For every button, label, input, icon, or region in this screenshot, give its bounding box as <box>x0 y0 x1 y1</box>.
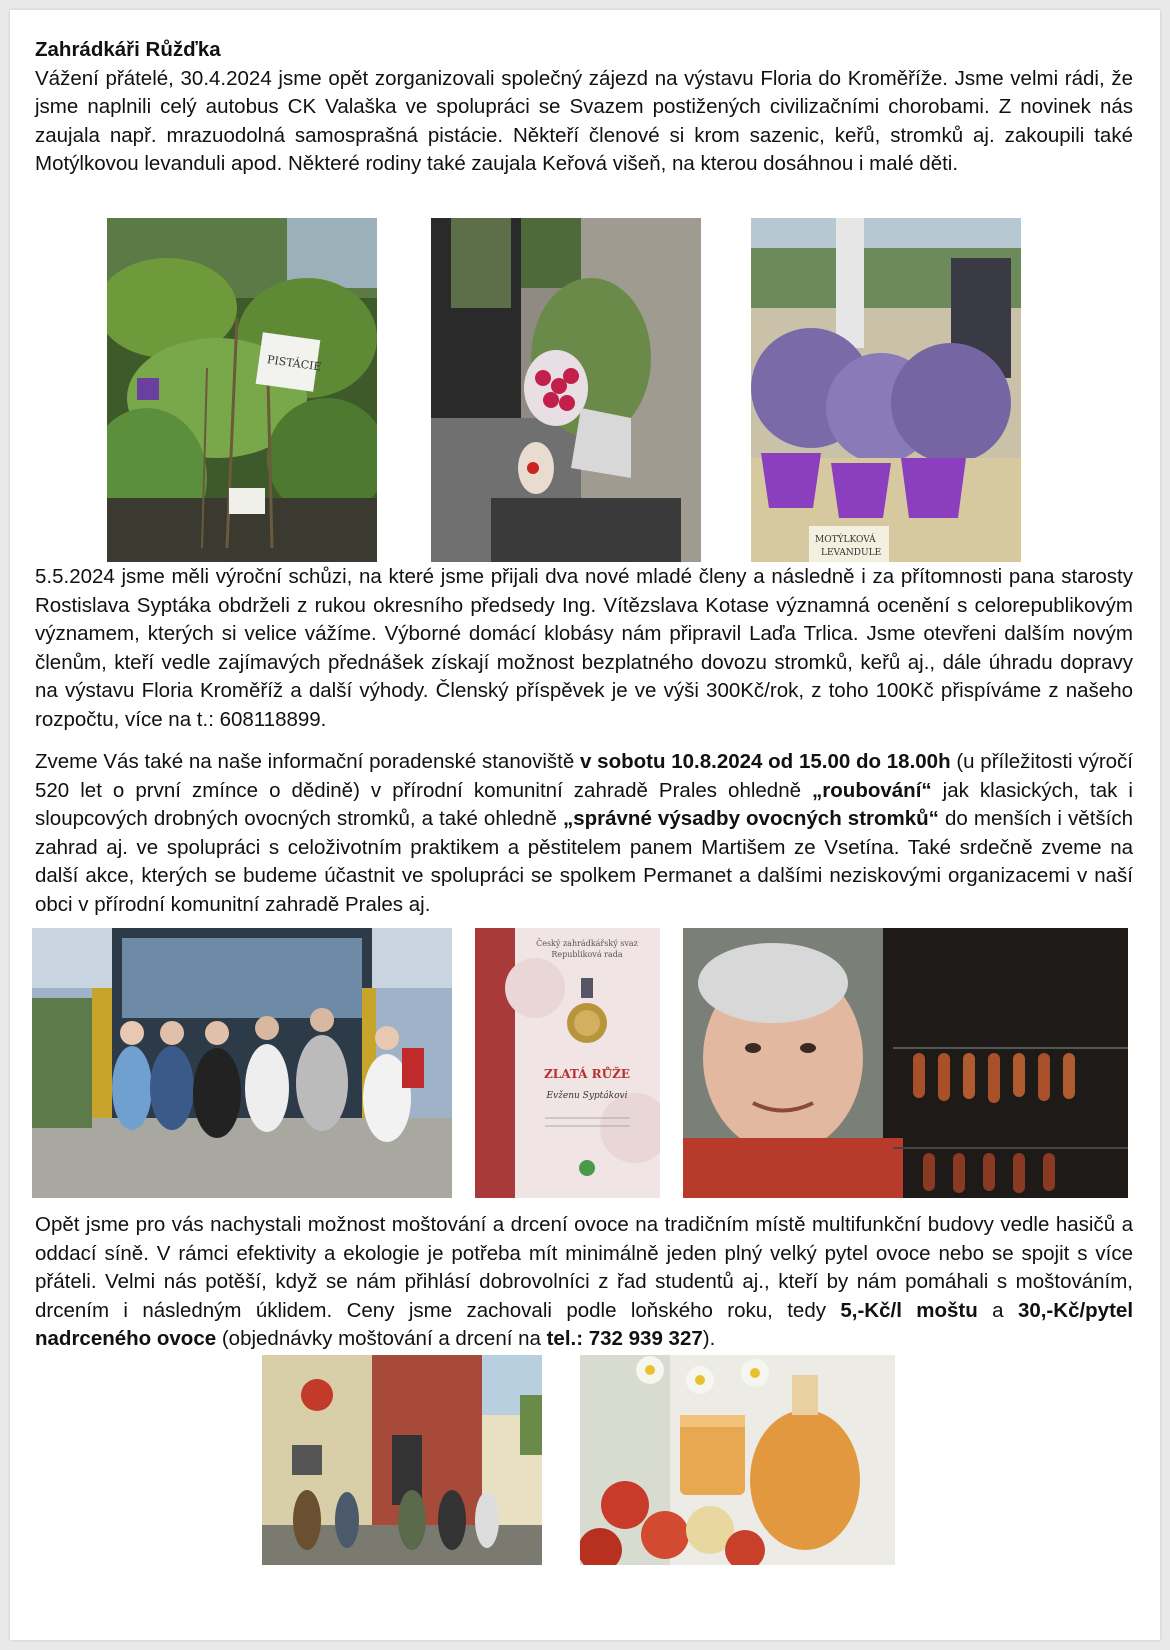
crushing-price: 30,-Kč/pytel nadrceného ovoce <box>35 1298 1134 1351</box>
juicing-text-g: ). <box>702 1327 716 1351</box>
diploma-line-2: Republiková rada <box>551 950 623 959</box>
photo-apple-juice <box>580 1355 895 1565</box>
invitation-paragraph <box>35 748 1133 920</box>
juicing-text-a: Opět jsme pro vás nachystali možnost moštování a drcení ovoce na tradičním místě multifunkční budovy vedle hasičů a oddací síně. V rámci efektivity a ekologie je potřeba mít minimálně jeden plný velký pytel ovoce nebo se spojit s více přáteli. Velmi nás potěší, když se nám přihlásí dobrovolníci z řad studentů aj., kteří by nám pomáhali s moštováním, drcením i následným úklidem. Ceny jsme zachovali podle loňského roku, tedy <box>35 1213 1133 1322</box>
lavender-sign-text-1: MOTÝLKOVÁ <box>815 535 876 545</box>
photo-lavender <box>751 218 1021 562</box>
photo-man-sausages <box>683 928 1128 1198</box>
document-page <box>10 10 1160 1640</box>
photo-building <box>262 1355 542 1565</box>
juicing-paragraph <box>35 1211 1133 1354</box>
invitation-text-c: (u příležitosti výročí 520 let o první zmínce o dědině) v přírodní komunitní zahradě Prales ohledně <box>35 750 1133 802</box>
diploma-name: Evženu Syptákovi <box>546 1091 628 1101</box>
photo-group-bus <box>32 928 452 1198</box>
invitation-grafting: „roubování“ <box>812 778 932 802</box>
photo-diploma <box>475 928 660 1198</box>
annual-meeting-paragraph: 5.5.2024 jsme měli výroční schůzi, na které jsme přijali dva nové mladé členy a následně i za přítomnosti pana starosty Rostislava Syptáka obdrželi z rukou okresního předsedy Ing. Vítězslava Kotase významná ocenění s celorepublikovým významem, kterých si velice vážíme. Výborné domácí klobásy nám připravil Laďa Trlica. Jsme otevřeni dalším novým členům, kteří vedle zajímavých přednášek získají možnost bezplatného dovozu stromků, keřů aj., dále úhradu dopravy na výstavu Floria Kroměříž a další výhody. Členský příspěvek je ve výši 300Kč/rok, z toho 100Kč přispíváme z našeho rozpočtu, více na t.: 608118899. <box>35 565 1133 731</box>
invitation-text-a: Zveme Vás také na naše informační poradenské stanoviště <box>35 750 581 773</box>
diploma-award: ZLATÁ RŮŽE <box>544 1067 630 1081</box>
invitation-planting: „správné výsadby ovocných stromků“ <box>562 807 939 831</box>
juicing-text-c: a <box>977 1298 1018 1322</box>
juicing-text-e: (objednávky moštování a drcení na <box>216 1327 547 1351</box>
juice-price: 5,-Kč/l moštu <box>840 1298 978 1322</box>
intro-paragraph <box>35 36 1133 179</box>
photo-cherry-plant <box>431 218 701 562</box>
intro-text: Vážení přátelé, 30.4.2024 jsme opět zorganizovali společný zájezd na výstavu Floria do Kroměříže. Jsme velmi rádi, že jsme naplnili celý autobus CK Valaška ve spolupráci se Svazem postižených civilizačními chorobami. Z novinek nás zaujala např. mrazuodolná samosprašná pistácie. Někteří členové si krom sazenic, keřů, stromků aj. zakoupili také Motýlkovou levanduli apod. Některé rodiny také zaujala Keřová višeň, na kterou dosáhnou i malé děti. <box>35 66 1133 176</box>
photo-pistachio-plants <box>107 218 377 562</box>
order-phone: tel.: 732 939 327 <box>546 1327 703 1351</box>
diploma-line-1: Český zahrádkářský svaz <box>536 939 638 948</box>
invitation-text-e: jak klasických, tak i sloupcových drobných ovocných stromků, a také ohledně <box>35 778 1133 831</box>
lavender-sign-text-2: LEVANDULE <box>821 548 882 558</box>
article-title: Zahrádkáři Růžďka <box>35 38 221 61</box>
invitation-date: v sobotu 10.8.2024 od 15.00 do 18.00h <box>580 750 951 773</box>
pistachio-sign-text: PISTÁCIE <box>266 353 323 374</box>
invitation-text-g: do menších i větších zahrad aj. ve spolupráci s celoživotním praktikem a pěstitelem panem Martišem ze Vsetína. Také srdečně zveme na další akce, kterých se budeme účastnit ve spolupráci se spolkem Permanet a dalšími neziskovými organizacemi v naší obci v přírodní komunitní zahradě Prales aj. <box>35 807 1133 916</box>
